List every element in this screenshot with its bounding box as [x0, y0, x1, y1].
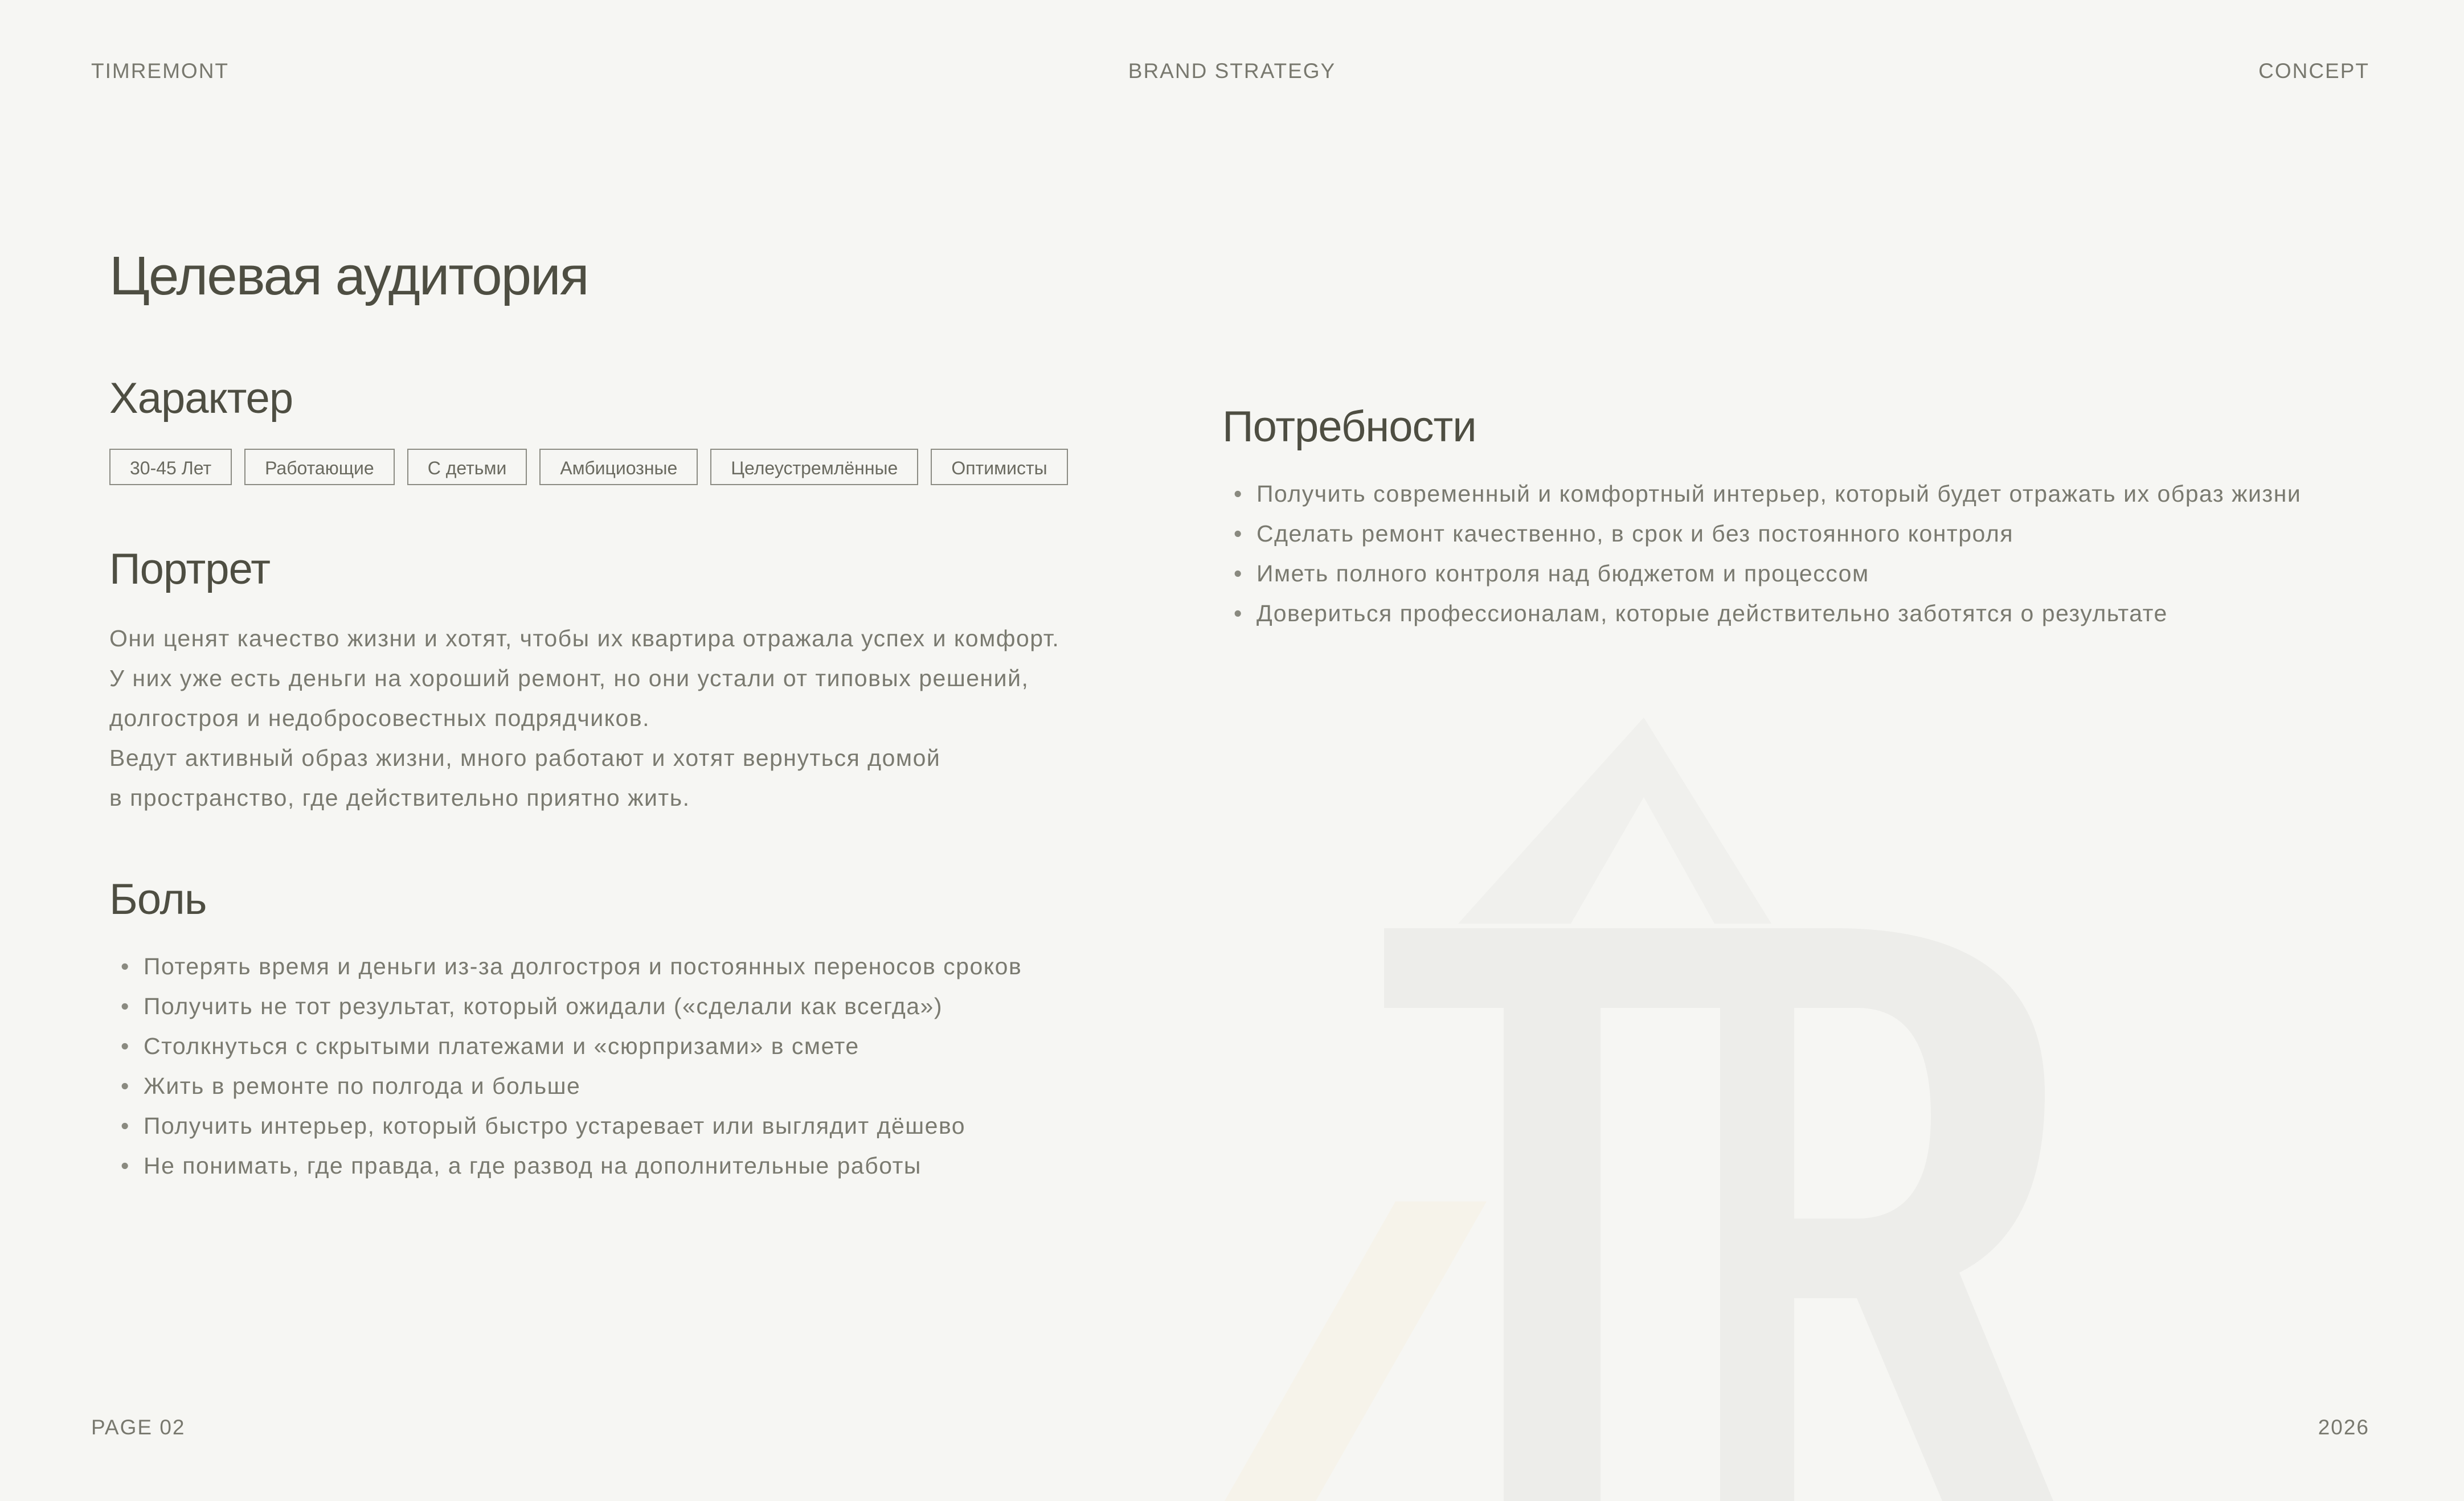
pain-item: • Не понимать, где правда, а где развод на дополнительные работы [109, 1146, 1022, 1186]
portrait-line: У них уже есть деньги на хороший ремонт, но они устали от типовых решений, [109, 665, 1029, 691]
tag-purposeful: Целеустремлённые [710, 449, 918, 485]
pain-list [109, 946, 1022, 1186]
tag-age: 30-45 Лет [109, 449, 232, 485]
needs-item: • Иметь полного контроля над бюджетом и процессом [1222, 553, 2390, 593]
pain-item: • Получить интерьер, который быстро устаревает или выглядит дёшево [109, 1106, 1022, 1146]
document-type: CONCEPT [2258, 59, 2369, 83]
needs-title: Потребности [1222, 403, 1476, 451]
watermark-r-shape [1720, 928, 2053, 1501]
needs-item: • Получить современный и комфортный интерьер, который будет отражать их образ жизни [1222, 474, 2390, 514]
tag-optimists: Оптимисты [931, 449, 1067, 485]
tag-with-kids: С детьми [407, 449, 527, 485]
tag-working: Работающие [244, 449, 395, 485]
portrait-text [109, 618, 1192, 818]
pain-title: Боль [109, 875, 207, 924]
page-number: PAGE 02 [91, 1416, 186, 1439]
needs-list [1222, 474, 2390, 633]
character-tags [109, 449, 1068, 485]
portrait-title: Портрет [109, 545, 271, 593]
needs-item: • Довериться профессионалам, которые действительно заботятся о результате [1222, 593, 2390, 633]
year: 2026 [2318, 1416, 2369, 1439]
watermark-t-stem [1504, 1008, 1601, 1501]
pain-item: • Жить в ремонте по полгода и больше [109, 1066, 1022, 1106]
document-section: BRAND STRATEGY [1128, 59, 1336, 83]
brand-name: TIMREMONT [91, 59, 230, 83]
page-title: Целевая аудитория [109, 245, 588, 306]
character-title: Характер [109, 374, 293, 423]
pain-item: • Потерять время и деньги из-за долгостроя и постоянных переносов сроков [109, 946, 1022, 986]
pain-item: • Столкнуться с скрытыми платежами и «сюрпризами» в смете [109, 1026, 1022, 1066]
needs-item: • Сделать ремонт качественно, в срок и без постоянного контроля [1222, 514, 2390, 553]
pain-item: • Получить не тот результат, который ожидали («сделали как всегда») [109, 986, 1022, 1026]
watermark-a-shape [1458, 717, 1771, 924]
portrait-line: Они ценят качество жизни и хотят, чтобы их квартира отражала успех и комфорт. [109, 625, 1060, 651]
portrait-line: в пространство, где действительно приятно жить. [109, 785, 690, 811]
portrait-line: Ведут активный образ жизни, много работают и хотят вернуться домой [109, 745, 941, 771]
tag-ambitious: Амбициозные [539, 449, 698, 485]
brand-logo-watermark [1225, 717, 2079, 1501]
portrait-line: долгостроя и недобросовестных подрядчиков. [109, 705, 650, 731]
watermark-accent-stroke [1225, 1201, 1487, 1501]
